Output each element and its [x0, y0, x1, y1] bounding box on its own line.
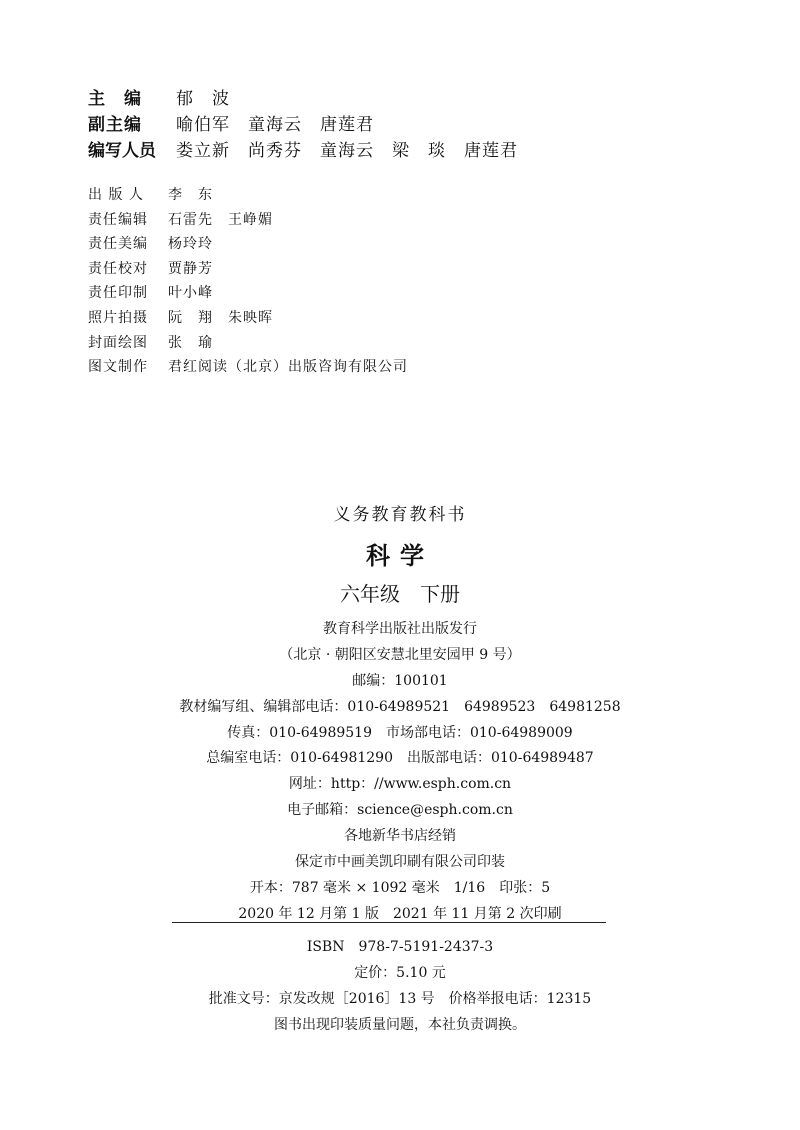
- staff-row: [88, 281, 408, 306]
- staff-role: 责任校对: [88, 260, 148, 277]
- book-title: 科学: [366, 542, 434, 570]
- series-title: 义务教育教科书: [333, 505, 467, 525]
- postcode-line: 邮编：100101: [352, 672, 448, 689]
- staff-names: 君红阅读（北京）出版咨询有限公司: [168, 359, 408, 376]
- staff-names: 杨玲玲: [168, 236, 213, 253]
- fax-line: 传真：010-64989519 市场部电话：010-64989009: [227, 724, 573, 741]
- editor-names: 喻伯军 童海云 唐莲君: [176, 115, 374, 135]
- editor-role: 编写人员: [88, 141, 156, 161]
- staff-row: [88, 257, 408, 282]
- staff-row: [88, 183, 408, 208]
- edition-line: 2020 年 12 月第 1 版 2021 年 11 月第 2 次印刷: [238, 905, 562, 922]
- format-line: 开本：787 毫米 × 1092 毫米 1/16 印张：5: [249, 879, 551, 896]
- staff-row: [88, 355, 408, 380]
- staff-names: 叶小峰: [168, 285, 213, 302]
- grade-volume: 六年级 下册: [340, 582, 460, 606]
- website-line: 网址：http：//www.esph.com.cn: [288, 776, 512, 793]
- editor-row-deputy: [88, 112, 518, 138]
- publication-info: [0, 617, 800, 928]
- quality-notice-line: 图书出现印装质量问题，本社负责调换。: [274, 1016, 526, 1033]
- publisher-line: 教育科学出版社出版发行: [323, 621, 477, 637]
- staff-names: 张 瑜: [168, 334, 213, 351]
- staff-role: 照片拍摄: [88, 309, 148, 326]
- staff-row: [88, 232, 408, 257]
- distributor-line: 各地新华书店经销: [344, 828, 456, 845]
- staff-role: 责任印制: [88, 285, 148, 302]
- editor-role: 主 编: [88, 89, 142, 109]
- staff-names: 阮 翔 朱映晖: [168, 309, 273, 326]
- staff-role: 封面绘图: [88, 334, 148, 351]
- price-line: 定价：5.10 元: [354, 964, 446, 981]
- staff-row: [88, 208, 408, 233]
- staff-row: [88, 306, 408, 331]
- staff-names: 李 东: [168, 187, 213, 203]
- staff-role: 责任编辑: [88, 211, 148, 228]
- editor-names: 郁 波: [176, 89, 230, 109]
- editor-row-chief: [88, 86, 518, 112]
- office-phone-line: 总编室电话：010-64981290 出版部电话：010-64989487: [206, 750, 594, 767]
- email-line: 电子邮箱：science@esph.com.cn: [287, 802, 513, 819]
- staff-names: 贾静芳: [168, 260, 213, 277]
- divider-line: [172, 922, 606, 923]
- editorial-team: [88, 86, 518, 164]
- editor-row-writers: [88, 138, 518, 164]
- editor-names: 娄立新 尚秀芬 童海云 梁 琰 唐莲君: [176, 141, 518, 161]
- production-staff: [88, 183, 408, 380]
- staff-row: [88, 331, 408, 356]
- staff-role: 责任美编: [88, 236, 148, 253]
- staff-role: 出 版 人: [88, 187, 144, 203]
- approval-line: 批准文号：京发改规［2016］13 号 价格举报电话：12315: [208, 990, 592, 1007]
- isbn-line: ISBN 978-7-5191-2437-3: [306, 939, 494, 955]
- printer-line: 保定市中画美凯印刷有限公司印装: [295, 854, 505, 871]
- staff-role: 图文制作: [88, 359, 148, 376]
- editorial-phone-line: 教材编写组、编辑部电话：010-64989521 64989523 64981258: [179, 698, 621, 715]
- editor-role: 副主编: [88, 115, 142, 135]
- address-line: （北京 · 朝阳区安慧北里安园甲 9 号）: [279, 646, 521, 663]
- staff-names: 石雷先 王峥媚: [168, 211, 273, 228]
- isbn-block: [0, 935, 800, 1039]
